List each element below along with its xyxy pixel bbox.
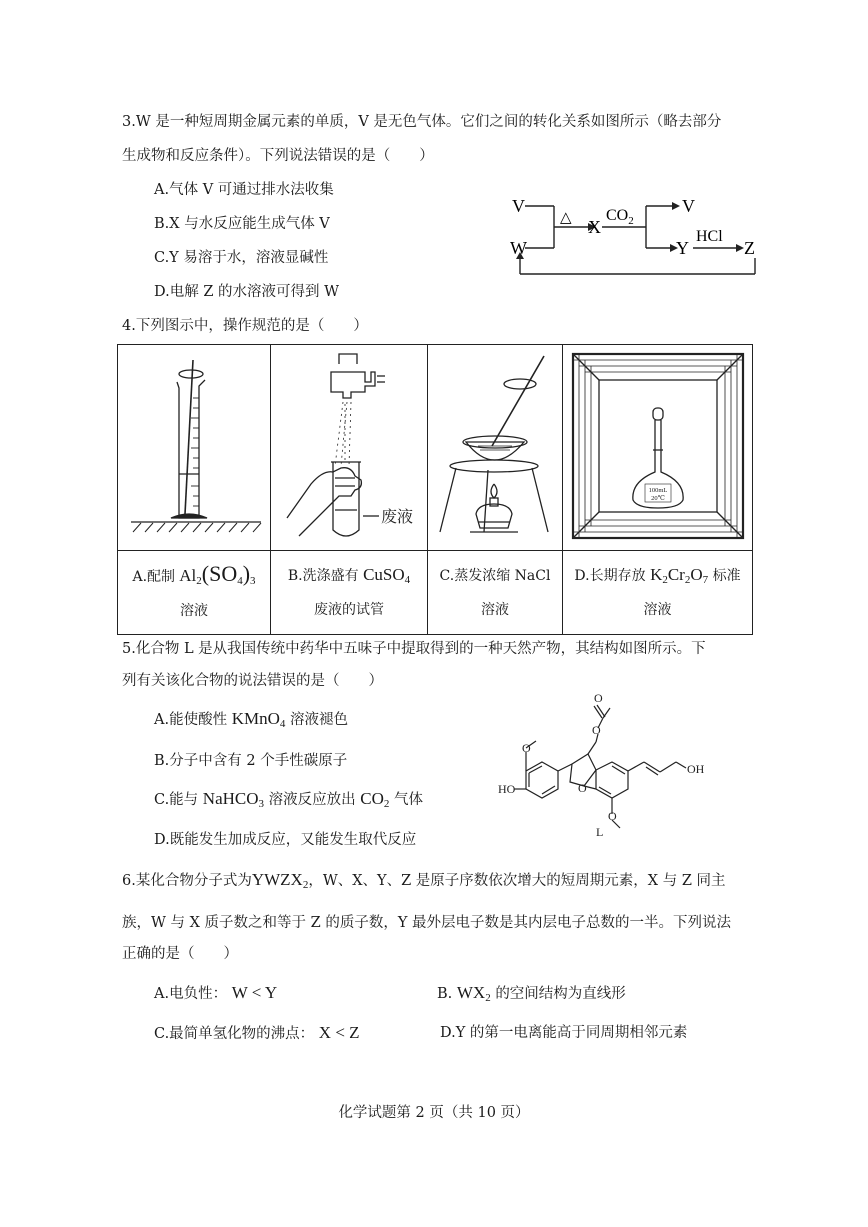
q4-image-c: [428, 345, 563, 551]
page-footer: 化学试题第 2 页（共 10 页）: [338, 1105, 530, 1121]
q4-caption-a: A.配制 $Al_2(SO_4)_3$ 溶液: [118, 551, 271, 635]
q3-stem-line2: 生成物和反应条件）。下列说法错误的是（ ）: [122, 148, 434, 164]
q3-option-d: D.电解 Z 的水溶液可得到 W: [154, 284, 340, 300]
formula-cuso4: CuSO$_4$: [363, 565, 411, 586]
q4-stem: 4.下列图示中，操作规范的是（ ）: [122, 318, 368, 334]
caption-a-solution: 溶液: [180, 603, 208, 619]
q3-conversion-diagram: [500, 186, 770, 286]
test-tube-washing-illustration: [271, 346, 427, 546]
q6-option-d: D.Y 的第一电离能高于同周期相邻元素: [440, 1025, 688, 1041]
struct-label-l: L: [596, 825, 604, 838]
q6-stem-line2: 族，W 与 X 质子数之和等于 Z 的质子数，Y 最外层电子数是其内层电子总数的一半。下列说法: [122, 915, 732, 931]
q4-image-a: [118, 345, 271, 551]
q3-node-x: X: [588, 217, 601, 237]
struct-methoxy-o-left: O: [522, 741, 531, 755]
q3-node-y: Y: [676, 238, 689, 258]
flask-volume-label: 100mL: [648, 486, 667, 494]
struct-methoxy-o-bottom: O: [608, 809, 617, 823]
q3-node-v2: V: [682, 196, 695, 216]
q3-option-c: C.Y 易溶于水，溶液显碱性: [154, 250, 329, 266]
caption-d-solution: 溶液: [643, 602, 672, 618]
q5-structure-L: [498, 694, 724, 838]
q3-node-z: Z: [744, 238, 755, 258]
evaporating-dish-illustration: [428, 346, 562, 546]
q5-option-b: B.分子中含有 2 个手性碳原子: [154, 753, 348, 769]
struct-ring-o: O: [578, 781, 587, 795]
q4-caption-d: D.长期存放 $K_2Cr_2O_7$ 标准 溶液: [563, 551, 753, 635]
q3-hcl-label: HCl: [696, 228, 723, 245]
q5-option-a: A.能使酸性 KMnO$_4$ 溶液褪色: [154, 709, 348, 730]
q6-stem-line3: 正确的是（ ）: [122, 946, 238, 962]
q4-image-b: [271, 345, 428, 551]
q6-stem-line1: 6.某化合物分子式为$YWZX_2$，W、X、Y、Z 是原子序数依次增大的短周期元素，X 与 Z 同主: [122, 870, 726, 891]
q3-option-b: B.X 与水反应能生成气体 V: [154, 216, 330, 232]
struct-carbonyl-o: O: [594, 694, 603, 705]
q3-node-w: W: [510, 238, 527, 258]
q6-option-b: B. $WX_2$ 的空间结构为直线形: [437, 983, 626, 1004]
q3-option-a: A.气体 V 可通过排水法收集: [154, 182, 334, 198]
formula-al2so43: $Al_2(SO_4)_3$: [179, 561, 256, 587]
q6-option-a: A.电负性： W < Y: [154, 983, 278, 1002]
q5-stem-line2: 列有关该化合物的说法错误的是（ ）: [122, 673, 383, 689]
q4-image-d: [563, 345, 753, 551]
flask-temperature-label: 20℃: [650, 494, 665, 502]
graduated-cylinder-illustration: [119, 346, 269, 546]
caption-c-solution: 溶液: [481, 601, 509, 618]
struct-ester-o: O: [592, 723, 601, 737]
volumetric-flask-illustration: [565, 346, 751, 546]
q4-figure-table: [117, 344, 753, 635]
q5-option-d: D.既能发生加成反应，又能发生取代反应: [154, 832, 417, 848]
waste-liquid-label: 废液: [381, 506, 414, 526]
q3-heat-label: △: [560, 210, 572, 226]
q4-caption-c: C.蒸发浓缩 NaCl 溶液: [428, 551, 563, 635]
q3-node-v: V: [512, 196, 525, 216]
q6-option-c: C.最简单氢化物的沸点： X < Z: [154, 1023, 360, 1042]
struct-oh: OH: [687, 762, 705, 776]
q3-co2-label: $CO_2$: [606, 207, 634, 227]
caption-b-tube: 废液的试管: [314, 602, 384, 618]
formula-k2cr2o7: $K_2Cr_2O_7$: [650, 565, 709, 586]
q5-option-c: C.能与 NaHCO$_3$ 溶液反应放出 $CO_2$ 气体: [154, 789, 423, 810]
q4-caption-b: B.洗涤盛有 CuSO$_4$ 废液的试管: [271, 551, 428, 635]
q5-stem-line1: 5.化合物 L 是从我国传统中药华中五味子中提取得到的一种天然产物，其结构如图所示。下: [122, 641, 706, 657]
q3-stem-line1: 3.W 是一种短周期金属元素的单质，V 是无色气体。它们之间的转化关系如图所示（略去部分: [122, 114, 722, 130]
struct-ho: HO: [498, 782, 516, 796]
